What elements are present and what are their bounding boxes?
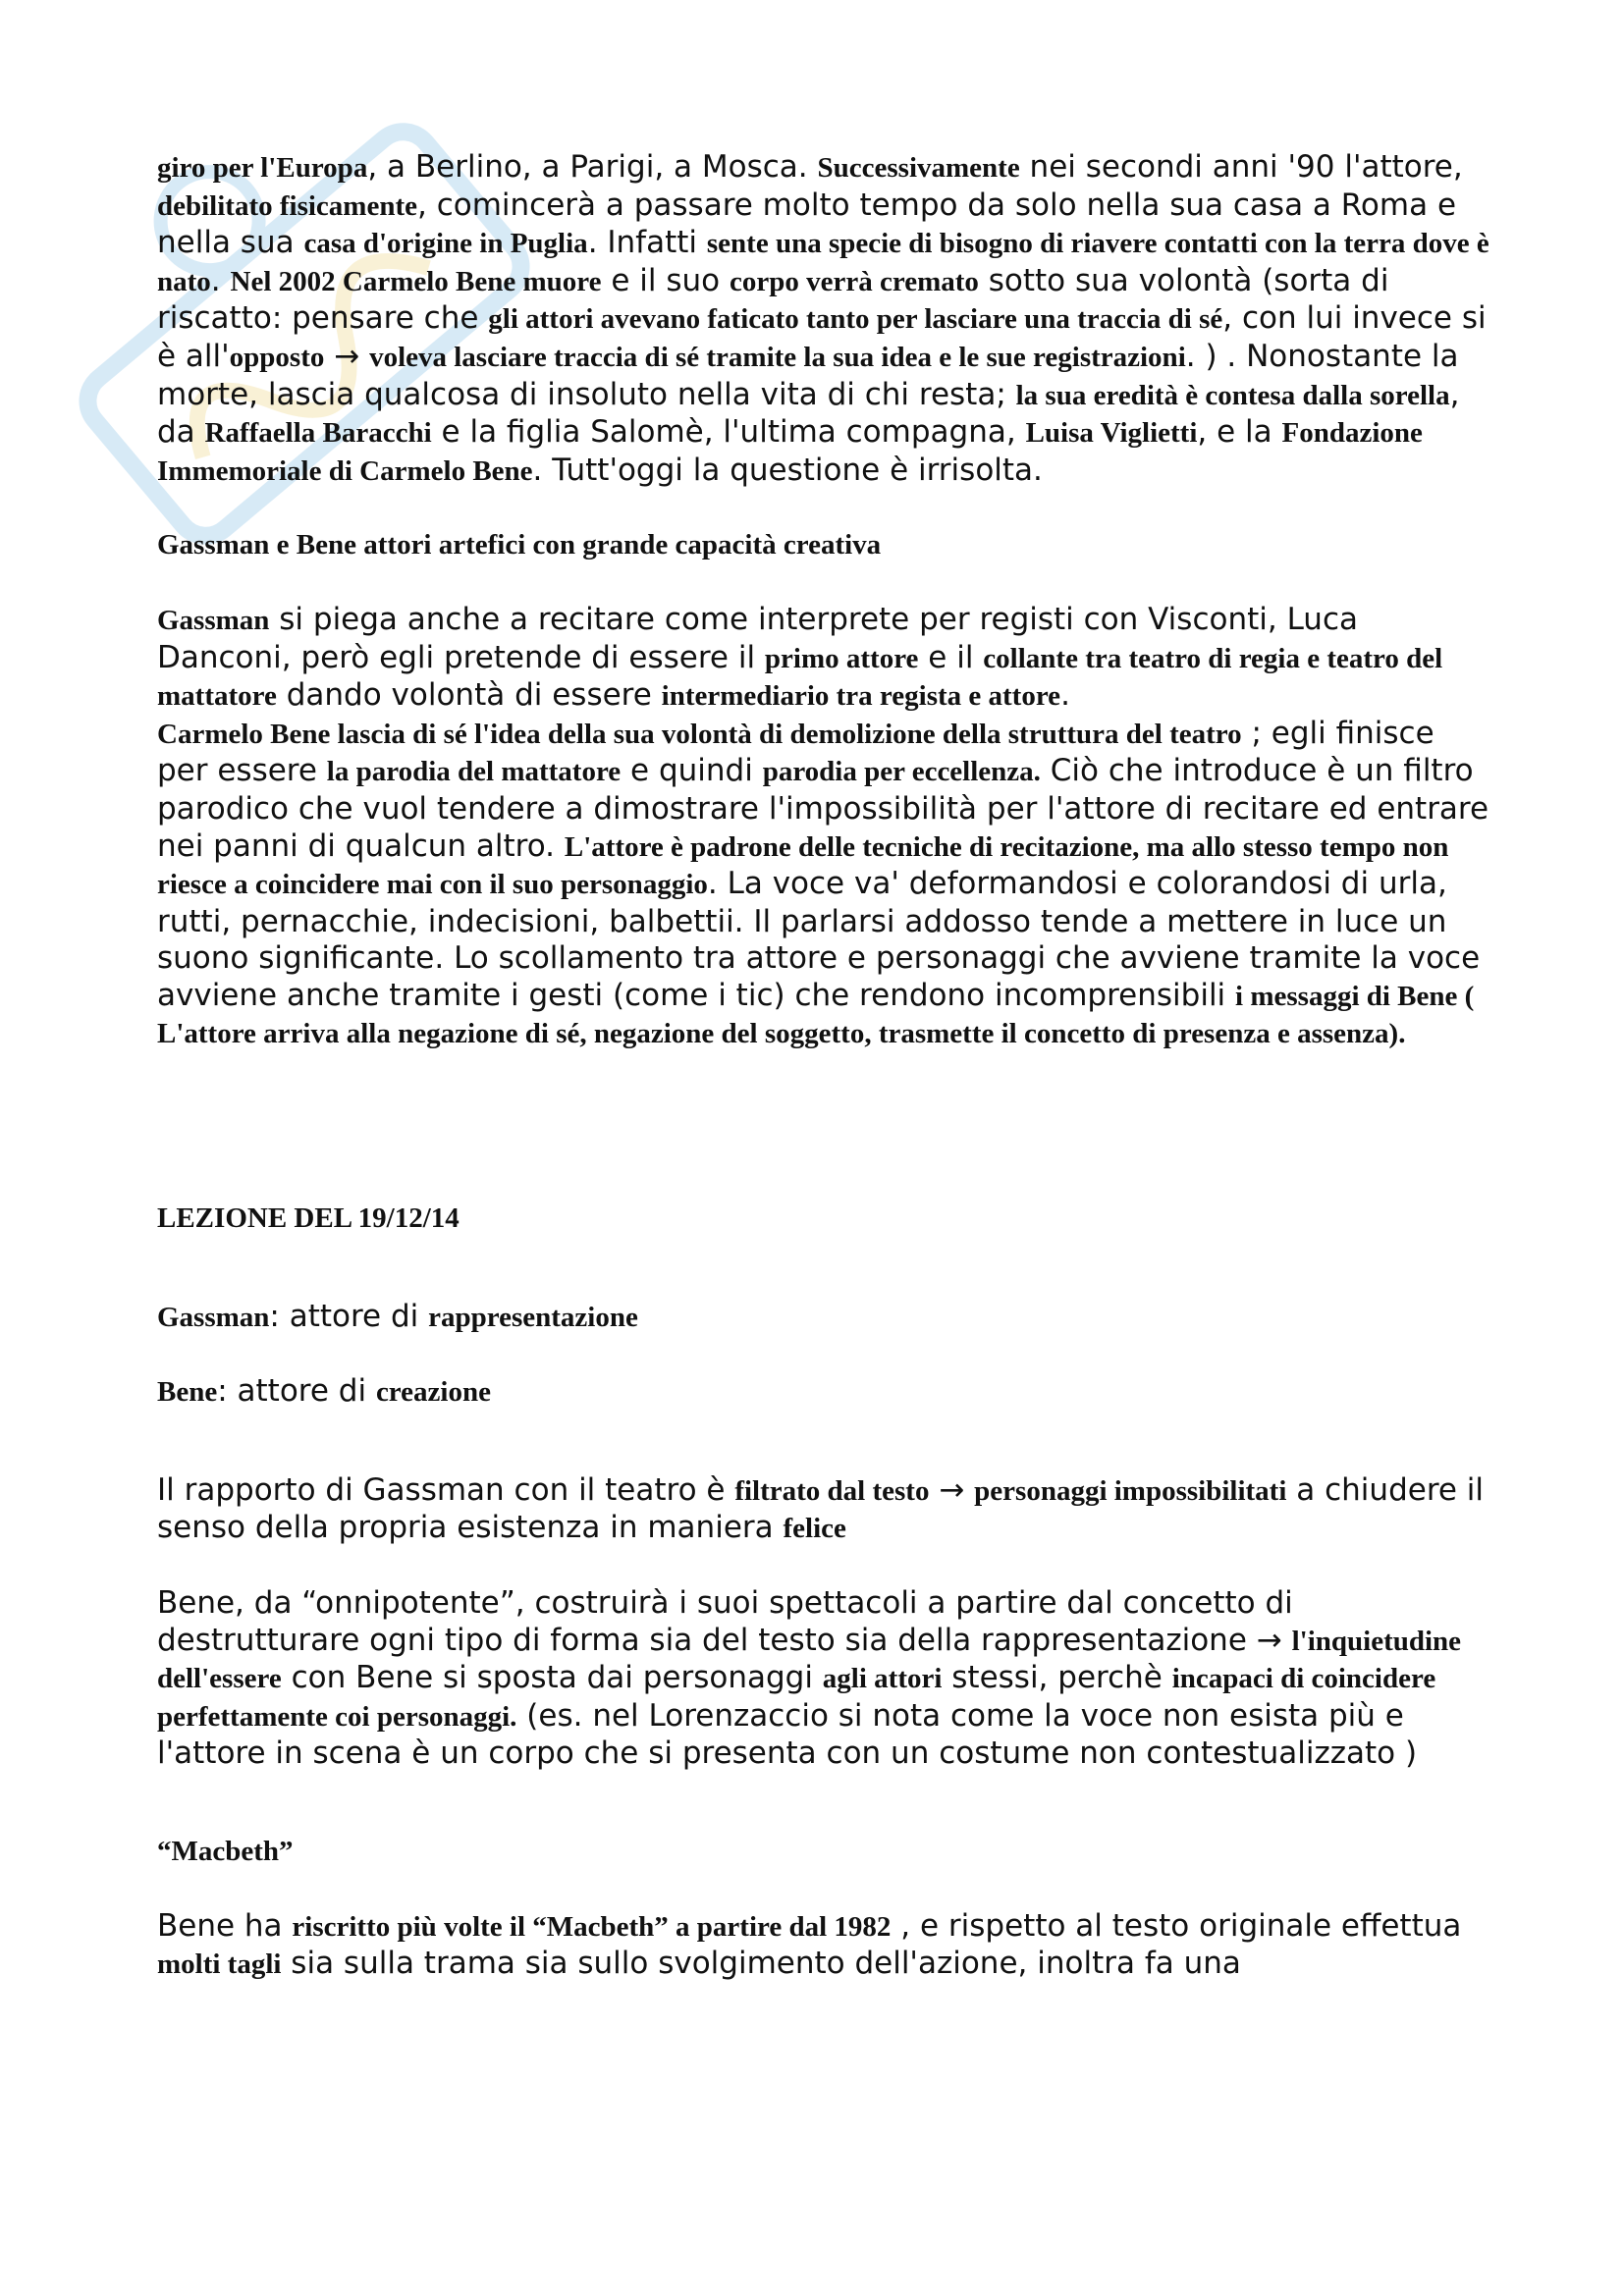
macbeth-heading: “Macbeth” xyxy=(157,1836,294,1867)
document-body xyxy=(157,149,1492,1984)
text-run: nei secondi anni '90 l'attore, xyxy=(1019,149,1463,185)
text-run: sotto sua volontà (sorta di riscatto: pensare che xyxy=(157,262,1389,337)
bold-phrase: Nel 2002 Carmelo Bene muore xyxy=(230,265,602,297)
bold-phrase: collante tra teatro di regia e teatro del mattatore xyxy=(157,642,1443,713)
text-run: e il suo xyxy=(601,262,730,298)
bold-phrase: L'attore è padrone delle tecniche di recitazione, ma allo stesso tempo non riesce a coincidere mai con il suo personaggio xyxy=(157,830,1449,901)
bold-phrase: la parodia del mattatore xyxy=(326,756,622,788)
text-run: Bene ha xyxy=(157,1907,293,1944)
bold-phrase: giro per l'Europa xyxy=(157,152,368,184)
text-run: si piega anche a recitare come interprete per registi con Visconti, Luca Danconi, però egli pretende di essere il xyxy=(157,601,1358,675)
paragraph-macbeth xyxy=(157,1908,1492,1984)
text-run: . La voce va' deformandosi e colorandosi di urla, rutti, pernacchie, indecisioni, balbettii. Il parlarsi addosso tende a mettere in luce un suono significante. Lo scollamento tra attore e personaggi che avviene tramite la voce avviene anche tramite i gesti (come i tic) che rendono incomprensibili xyxy=(157,866,1481,1013)
bold-phrase: Gassman xyxy=(157,604,270,636)
text-run: → xyxy=(929,1471,975,1508)
bold-phrase: opposto xyxy=(229,341,325,373)
text-run: Il rapporto di Gassman con il teatro è xyxy=(157,1471,735,1508)
section-heading-artefici: Gassman e Bene attori artefici con grande capacità creativa xyxy=(157,529,882,561)
text-run: e quindi xyxy=(621,753,763,789)
bold-phrase: l'inquietudine dell'essere xyxy=(157,1625,1462,1695)
bold-phrase: Carmelo Bene lascia di sé l'idea della sua volontà di demolizione della struttura del teatro xyxy=(157,718,1242,750)
text-run: a chiudere il senso della propria esistenza in maniera xyxy=(157,1471,1485,1546)
bold-phrase: Bene xyxy=(157,1376,218,1409)
bold-phrase: parodia per eccellenza. xyxy=(762,756,1041,788)
bold-phrase: Fondazione Immemoriale di Carmelo Bene xyxy=(157,417,1423,487)
bold-phrase: filtrato dal testo xyxy=(734,1474,930,1507)
paragraph-gassman-teatro xyxy=(157,1472,1492,1548)
bold-phrase: sente una specie di bisogno di riavere contatti con la terra dove è nato xyxy=(157,228,1489,297)
bold-phrase: Gassman xyxy=(157,1301,270,1333)
text-run: (es. nel Lorenzaccio si nota come la voce non esista più e l'attore in scena è un corpo che si presenta con un costume non contestualizzato ) xyxy=(157,1697,1418,1772)
bold-phrase: casa d'origine in Puglia xyxy=(303,228,588,260)
bold-phrase: voleva lasciare traccia di sé tramite la sua idea e le sue registrazioni xyxy=(369,341,1186,373)
bold-phrase: i messaggi di Bene ( L'attore arriva alla negazione di sé, negazione del soggetto, trasmette il concetto di presenza e assenza). xyxy=(157,980,1475,1050)
bold-phrase: molti tagli xyxy=(157,1949,282,1981)
text-run: , comincerà a passare molto tempo da solo nella sua casa a Roma e nella sua xyxy=(157,187,1457,261)
text-run: . Infatti xyxy=(587,225,707,261)
text-run: sia sulla trama sia sullo svolgimento dell'azione, inoltra fa una xyxy=(281,1946,1241,1982)
bold-phrase: creazione xyxy=(375,1376,491,1409)
text-run: , a Berlino, a Parigi, a Mosca. xyxy=(367,149,818,185)
text-run: . ) . Nonostante la morte, lascia qualcosa di insoluto nella vita di chi resta; xyxy=(157,338,1459,412)
text-run: . xyxy=(1060,677,1070,714)
text-run: . xyxy=(210,262,231,298)
bold-phrase: primo attore xyxy=(764,642,919,674)
lesson-heading: LEZIONE DEL 19/12/14 xyxy=(157,1202,460,1235)
text-run: : attore di xyxy=(269,1298,429,1334)
paragraph-bene-onnipotente xyxy=(157,1585,1492,1773)
bold-phrase: gli attori avevano faticato tanto per lasciare una traccia di sé xyxy=(488,303,1223,336)
bene-definition xyxy=(157,1373,1492,1412)
text-run: , da xyxy=(157,376,1460,451)
bold-phrase: agli attori xyxy=(822,1663,943,1695)
text-run: Bene, da “onnipotente”, costruirà i suoi spettacoli a partire dal concetto di destrutturare ogni tipo di forma sia del testo sia della rappresentazione → xyxy=(157,1585,1293,1658)
text-run: e la figlia Salomè, l'ultima compagna, xyxy=(431,414,1026,451)
text-run: , con lui invece si è all' xyxy=(157,300,1487,374)
bold-phrase: debilitato fisicamente xyxy=(157,189,417,222)
text-run: Ciò che introduce è un filtro parodico che vuol tendere a dimostrare l'impossibilità per l'attore di recitare ed entrare nei panni di qualcun altro. xyxy=(157,753,1489,864)
bold-phrase: riscritto più volte il “Macbeth” a partire dal 1982 xyxy=(292,1910,892,1943)
text-run: stessi, perchè xyxy=(942,1660,1172,1696)
text-run: con Bene si sposta dai personaggi xyxy=(281,1660,823,1696)
bold-phrase: Successivamente xyxy=(817,152,1020,184)
text-run: e il xyxy=(918,639,984,675)
paragraph-bene-parodia xyxy=(157,716,1492,1053)
bold-phrase: felice xyxy=(783,1513,846,1545)
text-run: : attore di xyxy=(217,1373,376,1410)
bold-phrase: Luisa Viglietti xyxy=(1025,417,1198,450)
text-run: ; egli finisce per essere xyxy=(157,715,1434,789)
paragraph-bene-biography xyxy=(157,149,1492,490)
bold-phrase: personaggi impossibilitati xyxy=(974,1474,1287,1507)
bold-phrase: incapaci di coincidere perfettamente coi personaggi. xyxy=(157,1663,1436,1733)
paragraph-gassman xyxy=(157,602,1492,716)
text-run: dando volontà di essere xyxy=(276,677,662,714)
bold-phrase: la sua eredità è contesa dalla sorella xyxy=(1015,379,1450,411)
bold-phrase: corpo verrà cremato xyxy=(730,265,979,297)
text-run: . Tutt'oggi la questione è irrisolta. xyxy=(532,452,1043,488)
gassman-definition xyxy=(157,1299,1492,1337)
text-run: , e rispetto al testo originale effettua xyxy=(891,1907,1462,1944)
bold-phrase: rappresentazione xyxy=(428,1301,638,1333)
text-run: , e la xyxy=(1197,414,1282,451)
text-run: → xyxy=(324,338,370,374)
bold-phrase: Raffaella Baracchi xyxy=(204,417,432,450)
bold-phrase: intermediario tra regista e attore xyxy=(661,680,1061,713)
